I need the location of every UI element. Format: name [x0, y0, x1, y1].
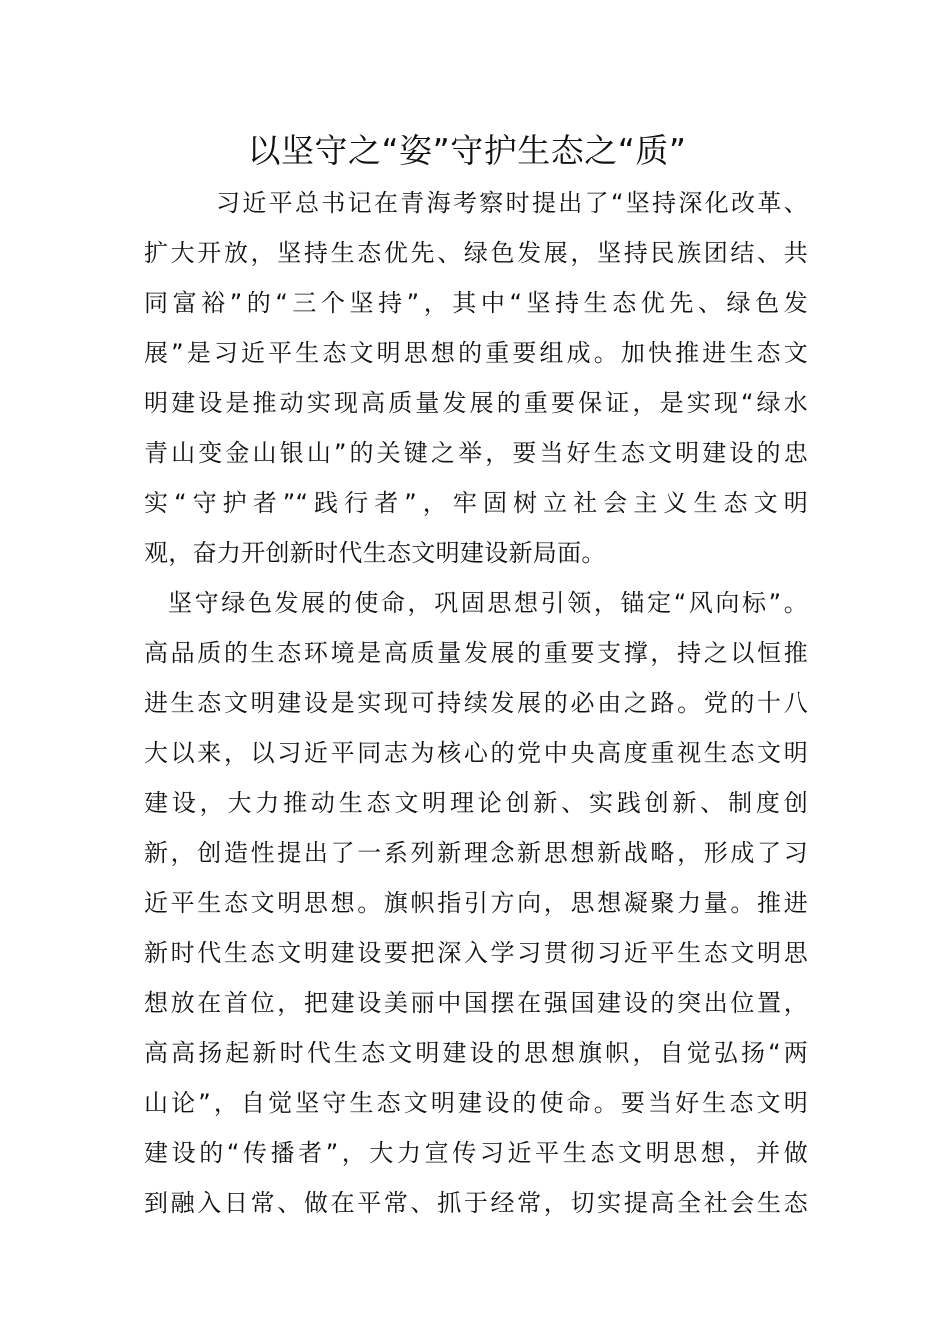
- text-line: 高品质的生态环境是高质量发展的重要支撑，持之以恒推: [144, 639, 808, 667]
- text-line: 新时代生态文明建设要把深入学习贯彻习近平生态文明思: [144, 939, 808, 967]
- text-line: 高高扬起新时代生态文明建设的思想旗帜，自觉弘扬“两: [144, 1039, 808, 1067]
- text-line: 青山变金山银山”的关键之举，要当好生态文明建设的忠: [144, 439, 808, 467]
- paragraph-2: [144, 578, 808, 1228]
- text-line: 建设，大力推动生态文明理论创新、实践创新、制度创: [144, 789, 808, 817]
- text-line: 明建设是推动实现高质量发展的重要保证，是实现“绿水: [144, 389, 808, 417]
- text-line: 坚守绿色发展的使命，巩固思想引领，锚定“风向标”。: [168, 589, 808, 617]
- text-line: 大以来，以习近平同志为核心的党中央高度重视生态文明: [144, 739, 808, 767]
- paragraph-1: [144, 178, 808, 578]
- text-line: 观，奋力开创新时代生态文明建设新局面。: [144, 539, 606, 567]
- document-body: [144, 178, 808, 1228]
- text-line: 实“守护者”“践行者”，牢固树立社会主义生态文明: [144, 489, 808, 517]
- text-line: 近平生态文明思想。旗帜指引方向，思想凝聚力量。推进: [144, 889, 808, 917]
- text-line: 扩大开放，坚持生态优先、绿色发展，坚持民族团结、共: [144, 239, 808, 267]
- text-line: 建设的“传播者”，大力宣传习近平生态文明思想，并做: [144, 1139, 808, 1167]
- text-line: 山论”，自觉坚守生态文明建设的使命。要当好生态文明: [144, 1089, 808, 1117]
- text-line: 到融入日常、做在平常、抓于经常，切实提高全社会生态: [144, 1189, 808, 1217]
- document-title: 以坚守之“姿”守护生态之“质”: [247, 131, 687, 170]
- text-line: 想放在首位，把建设美丽中国摆在强国建设的突出位置，: [144, 989, 808, 1017]
- text-line: 习近平总书记在青海考察时提出了“坚持深化改革、: [216, 189, 808, 217]
- text-line: 进生态文明建设是实现可持续发展的必由之路。党的十八: [144, 689, 808, 717]
- text-line: 同富裕”的“三个坚持”，其中“坚持生态优先、绿色发: [144, 289, 808, 317]
- text-line: 展”是习近平生态文明思想的重要组成。加快推进生态文: [144, 339, 808, 367]
- text-line: 新，创造性提出了一系列新理念新思想新战略，形成了习: [144, 839, 808, 867]
